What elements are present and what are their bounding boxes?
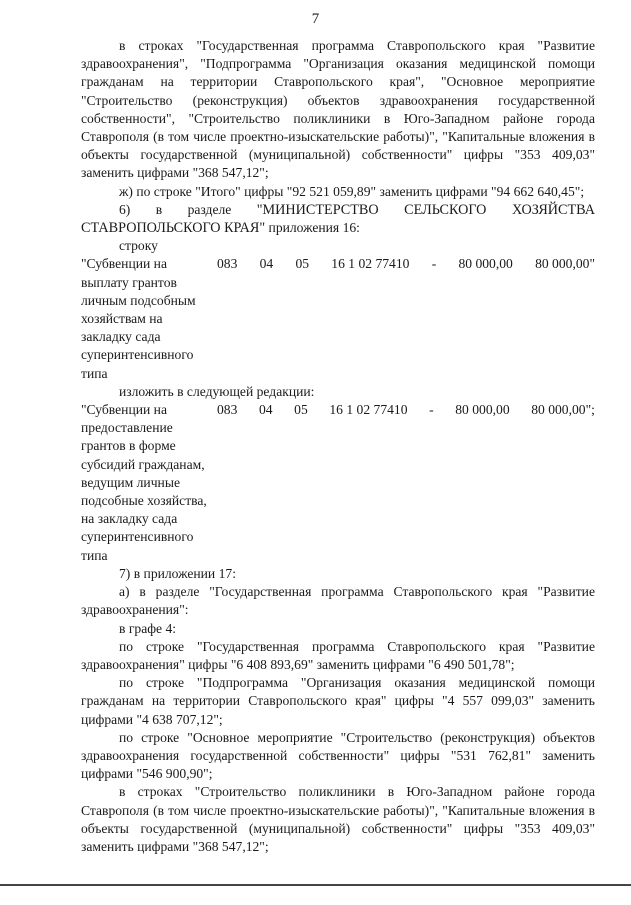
row-old-c2: 05 bbox=[295, 256, 310, 272]
row-new-values bbox=[213, 401, 595, 419]
section-7-a: а) в разделе "Государственная программа Ставропольского края "Развитие здравоохранения": bbox=[81, 584, 595, 618]
row-new-c1: 04 bbox=[258, 402, 273, 418]
row-old-values bbox=[213, 255, 595, 273]
row-new-c3: 16 1 02 77410 bbox=[329, 402, 408, 418]
row-new-c2: 05 bbox=[294, 402, 308, 418]
row-old-name: "Субвенции на выплату грантов личным подсобным хозяйствам на закладку сада суперинтенсивного типа bbox=[81, 256, 196, 381]
scan-edge-line bbox=[0, 884, 631, 886]
row-new-v1: 80 000,00 bbox=[455, 402, 510, 418]
section-6-ministry: "МИНИСТЕРСТВО СЕЛЬСКОГО ХОЗЯЙСТВА СТАВРОПОЛЬСКОГО КРАЯ" bbox=[81, 201, 595, 237]
section-7-item: по строке "Основное мероприятие "Строительство (реконструкция) объектов здравоохранения государственной собственности" цифры "531 762,81" заменить цифрами "546 900,90"; bbox=[81, 729, 595, 782]
section-6-suffix: приложения 16: bbox=[268, 220, 360, 236]
row-new-v2: 80 000,00"; bbox=[531, 402, 595, 418]
paragraph-rows-replacement: в строках "Государственная программа Ставропольского края "Развитие здравоохранения", "Подпрограмма "Организация оказания медицинской помощи гражданам на территории Ставропольского края", "Основное мероприятие "Строительство (реконструкция) объектов здравоохранения государственной собственности", "Строительство поликлиники в Юго-Западном районе города Ставрополя (в том числе проектно-изыскательские работы)", "Капитальные вложения в объекты государственной (муниципальной) собственности" цифры "353 409,03" заменить цифрами "368 547,12"; bbox=[81, 38, 595, 181]
section-7-item: по строке "Подпрограмма "Организация оказания медицинской помощи гражданам на территории Ставропольского края" цифры "4 557 099,03" заменить цифрами "4 638 707,12"; bbox=[81, 675, 595, 727]
row-new-c4: - bbox=[429, 402, 434, 418]
table-row-old bbox=[81, 255, 595, 382]
section-7-heading: 7) в приложении 17: bbox=[119, 565, 236, 581]
section-7-column: в графе 4: bbox=[119, 620, 177, 636]
row-old-v2: 80 000,00" bbox=[535, 256, 595, 272]
section-6-line-stroku: строку bbox=[119, 238, 158, 254]
row-new-name: "Субвенции на предоставление грантов в форме субсидий гражданам, ведущим личные подсобные хозяйства, на закладку сада суперинтенсивного типа bbox=[81, 402, 207, 563]
row-old-v1: 80 000,00 bbox=[458, 256, 513, 272]
section-6-line-edit: изложить в следующей редакции: bbox=[119, 383, 315, 399]
row-new-code: 083 bbox=[217, 402, 238, 418]
document-body bbox=[81, 37, 595, 856]
section-7-item: по строке "Государственная программа Ставропольского края "Развитие здравоохранения" цифры "6 408 893,69" заменить цифрами "6 490 501,78"; bbox=[81, 638, 595, 672]
row-old-c4: - bbox=[431, 256, 437, 272]
section-7-item: в строках "Строительство поликлиники в Юго-Западном районе города Ставрополя (в том числе проектно-изыскательские работы)", "Капитальные вложения в объекты государственной (муниципальной) собственности" цифры "353 409,03" заменить цифрами "368 547,12"; bbox=[81, 784, 595, 854]
row-old-c1: 04 bbox=[259, 256, 274, 272]
page-number: 7 bbox=[311, 11, 320, 27]
paragraph-total: ж) по строке "Итого" цифры "92 521 059,89" заменить цифрами "94 662 640,45"; bbox=[119, 183, 585, 199]
row-old-c3: 16 1 02 77410 bbox=[331, 256, 410, 272]
section-6-prefix: 6) в разделе bbox=[119, 201, 232, 217]
section-6-heading bbox=[81, 201, 595, 237]
table-row-new bbox=[81, 401, 595, 565]
row-old-code: 083 bbox=[217, 256, 238, 272]
